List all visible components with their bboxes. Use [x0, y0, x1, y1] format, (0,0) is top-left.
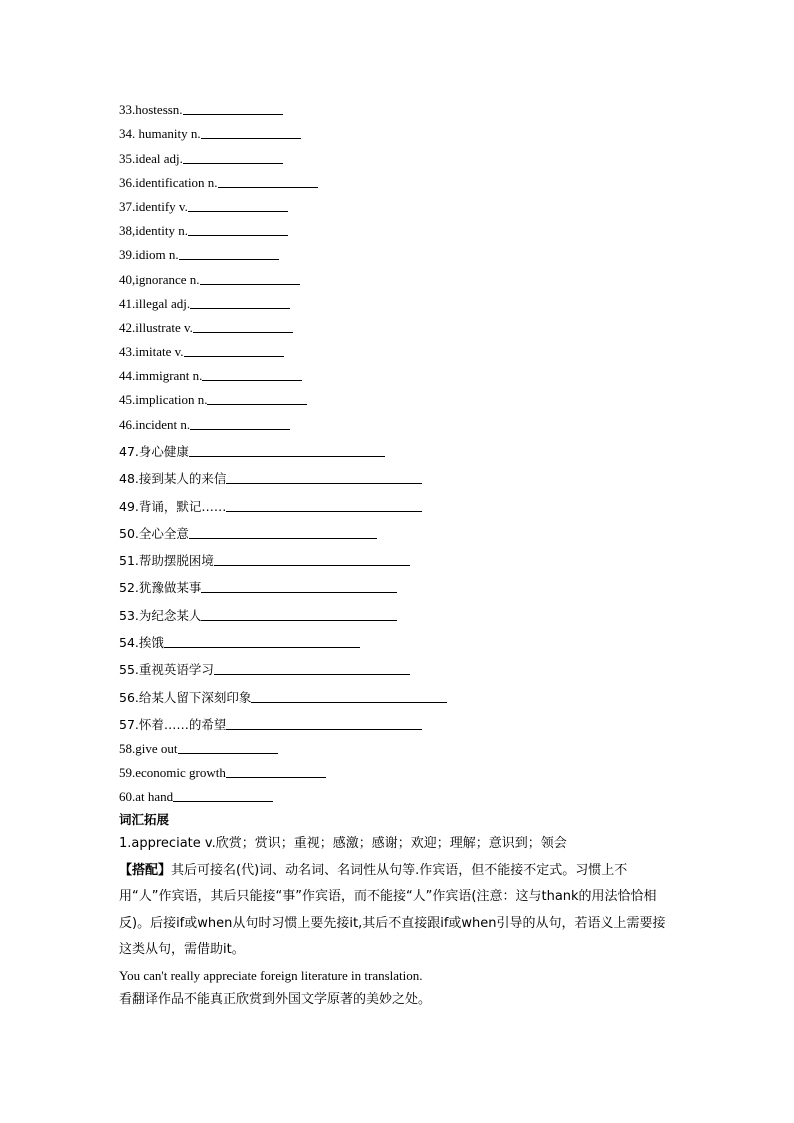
vocab-item: [119, 215, 679, 239]
vocab-item-label: 50.全心全意: [119, 525, 189, 541]
example-sentence-zh: 看翻译作品不能真正欣赏到外国文学原著的美妙之处。: [119, 991, 432, 1007]
vocab-item: [119, 706, 679, 733]
answer-blank[interactable]: [190, 429, 290, 430]
vocab-item-label: 47.身心健康: [119, 443, 189, 459]
entry-line: 1.appreciate v.欣赏；赏识；重视；感激；感谢；欢迎；理解；意识到；领会: [119, 836, 567, 852]
vocab-item-label: 52.犹豫做某事: [119, 580, 202, 596]
answer-blank[interactable]: [214, 674, 410, 675]
vocab-item-label: 37.identify v.: [119, 198, 188, 214]
vocab-item: [119, 596, 679, 623]
vocab-item: [119, 239, 679, 263]
vocab-item-label: 55.重视英语学习: [119, 662, 214, 678]
vocab-item-label: 54.挨饿: [119, 635, 164, 650]
vocab-item-label: 42.illustrate v.: [119, 319, 193, 335]
answer-blank[interactable]: [179, 259, 279, 260]
vocab-item: [119, 733, 679, 757]
vocab-item: [119, 460, 679, 487]
vocab-item-label: 41.illegal adj.: [119, 295, 191, 311]
answer-blank[interactable]: [201, 138, 301, 139]
vocab-item: [119, 263, 679, 287]
vocab-item-label: 39.idiom n.: [119, 247, 179, 263]
answer-blank[interactable]: [207, 404, 307, 405]
answer-blank[interactable]: [226, 777, 326, 778]
vocab-item: [119, 336, 679, 360]
usage-note-text: 其后可接名(代)词、动名词、名词性从句等.作宾语，但不能接不定式。习惯上不用“人”作宾语，其后只能接“事”作宾语，而不能接“人”作宾语(注意：这与thank的用法恰恰相反)。后接if或when从句时习惯上要先接it,其后不直接跟if或when引导的从句，若语义上需要接这类从句，需借助it。: [119, 862, 666, 958]
vocab-item: [119, 515, 679, 542]
vocab-item-label: 33.hostessn.: [119, 102, 183, 118]
answer-blank[interactable]: [189, 456, 385, 457]
vocab-item-label: 36.identification n.: [119, 174, 218, 190]
vocab-item: [119, 167, 679, 191]
vocab-item: [119, 651, 679, 678]
vocab-item: [119, 312, 679, 336]
vocab-item-label: 46.incident n.: [119, 416, 191, 432]
vocab-item-label: 58.give out: [119, 741, 178, 757]
vocab-item: [119, 142, 679, 166]
answer-blank[interactable]: [226, 483, 422, 484]
answer-blank[interactable]: [193, 332, 293, 333]
vocab-item: [119, 94, 679, 118]
vocab-item-label: 59.economic growth: [119, 765, 226, 781]
vocab-item-label: 48.接到某人的来信: [119, 471, 227, 487]
answer-blank[interactable]: [251, 702, 447, 703]
answer-blank[interactable]: [202, 380, 302, 381]
answer-blank[interactable]: [183, 163, 283, 164]
vocab-item: [119, 408, 679, 432]
vocab-item: [119, 757, 679, 781]
vocab-item: [119, 118, 679, 142]
answer-blank[interactable]: [226, 511, 422, 512]
vocab-item: [119, 487, 679, 514]
vocab-item: [119, 191, 679, 215]
vocab-item: [119, 360, 679, 384]
answer-blank[interactable]: [218, 187, 318, 188]
answer-blank[interactable]: [184, 356, 284, 357]
vocab-item: [119, 433, 679, 460]
answer-blank[interactable]: [178, 753, 278, 754]
vocab-item-label: 51.帮助摆脱困境: [119, 553, 214, 569]
answer-blank[interactable]: [190, 308, 290, 309]
vocab-item-label: 35.ideal adj.: [119, 150, 183, 166]
vocab-item: [119, 542, 679, 569]
vocab-item-label: 60.at hand: [119, 789, 174, 805]
vocab-item-label: 53.为纪念某人: [119, 607, 202, 623]
usage-note: [119, 858, 677, 964]
vocab-item-label: 56.给某人留下深刻印象: [119, 689, 252, 705]
vocab-item-label: 44.immigrant n.: [119, 368, 203, 384]
example-sentence-en: You can't really appreciate foreign literature in translation.: [119, 967, 423, 983]
vocab-item-label: 34. humanity n.: [119, 126, 201, 142]
answer-blank[interactable]: [226, 729, 422, 730]
vocab-item-label: 40,ignorance n.: [119, 271, 200, 287]
answer-blank[interactable]: [201, 592, 397, 593]
answer-blank[interactable]: [183, 114, 283, 115]
worksheet-page: [119, 94, 679, 1012]
vocab-item-label: 45.implication n.: [119, 392, 208, 408]
answer-blank[interactable]: [188, 235, 288, 236]
vocab-item: [119, 569, 679, 596]
vocab-item: [119, 384, 679, 408]
vocab-item-label: 57.怀着……的希望: [119, 716, 227, 732]
usage-note-tag: 【搭配】: [119, 862, 172, 878]
vocab-item: [119, 288, 679, 312]
vocab-item: [119, 678, 679, 705]
answer-blank[interactable]: [173, 801, 273, 802]
answer-blank[interactable]: [189, 538, 377, 539]
vocab-item-label: 38,identity n.: [119, 223, 188, 239]
vocab-item-label: 49.背诵，默记……: [119, 498, 227, 514]
vocab-list: [119, 94, 679, 805]
vocab-item: [119, 781, 679, 805]
vocab-item: [119, 624, 679, 651]
section-heading: 词汇拓展: [119, 812, 170, 828]
answer-blank[interactable]: [201, 620, 397, 621]
answer-blank[interactable]: [188, 211, 288, 212]
answer-blank[interactable]: [200, 284, 300, 285]
answer-blank[interactable]: [164, 647, 360, 648]
vocab-item-label: 43.imitate v.: [119, 344, 184, 360]
answer-blank[interactable]: [214, 565, 410, 566]
